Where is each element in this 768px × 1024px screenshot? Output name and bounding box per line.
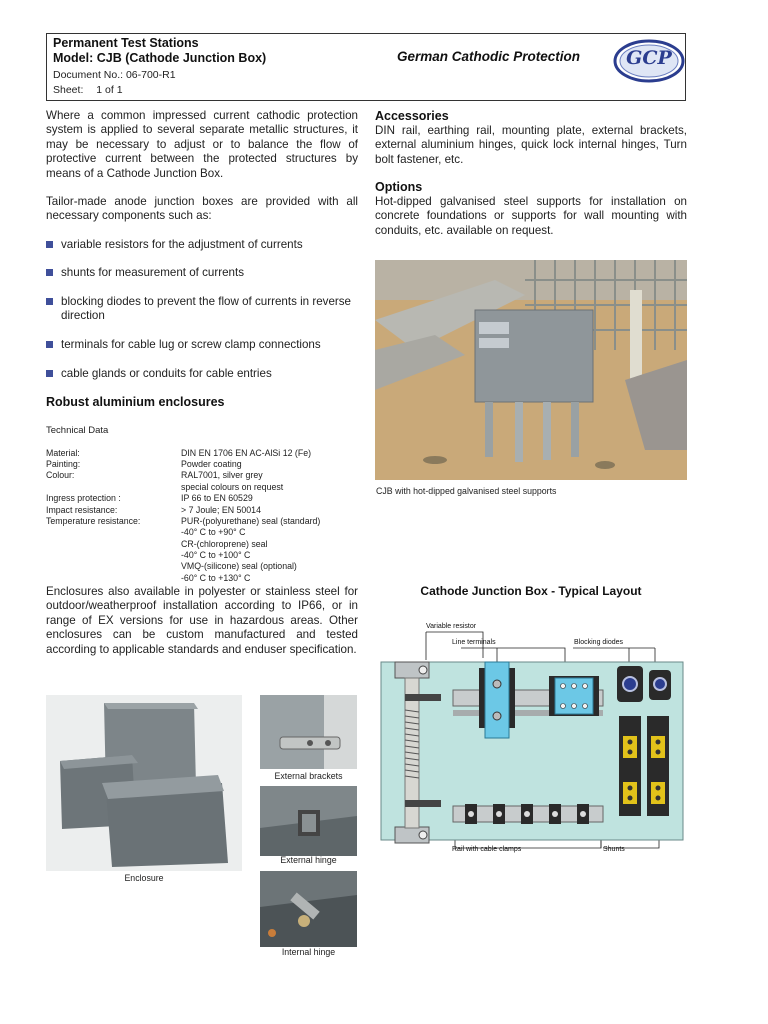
external-brackets-photo (260, 695, 357, 769)
sheet-label: Sheet: (53, 84, 84, 96)
header-title: Permanent Test Stations (53, 36, 199, 50)
bullet-square-icon (46, 298, 53, 305)
enclosure-caption: Enclosure (124, 873, 164, 883)
enclosures-heading: Robust aluminium enclosures (46, 395, 225, 409)
tech-label: Temperature resistance: (46, 516, 141, 526)
junction-box-layout-diagram (375, 620, 687, 850)
external-brackets-caption: External brackets (274, 771, 343, 781)
layout-title: Cathode Junction Box - Typical Layout (420, 584, 642, 598)
internal-hinge-photo (260, 871, 357, 947)
document-header (46, 33, 686, 101)
tech-value: special colours on request (181, 482, 284, 492)
bullet-square-icon (46, 241, 53, 248)
list-item: variable resistors for the adjustment of currents (46, 238, 358, 254)
options-heading: Options (375, 180, 423, 194)
tech-label: Colour: (46, 470, 75, 480)
label-shunts: Shunts (603, 846, 625, 853)
label-rail-clamps: Rail with cable clamps (452, 846, 522, 853)
options-text: Hot-dipped galvanised steel supports for installation on concrete foundations or supports for wall mounting with conduits, etc. available on request. (375, 195, 687, 237)
external-hinge-photo (260, 786, 357, 856)
label-line-terminals: Line terminals (452, 639, 496, 646)
tech-value: CR-(chloroprene) seal (181, 539, 268, 549)
company-name: German Cathodic Protection (397, 49, 581, 64)
cjb-site-photo (375, 260, 687, 480)
tech-value: RAL7001, silver grey (181, 470, 263, 480)
tech-label: Painting: (46, 459, 81, 469)
list-item: shunts for measurement of currents (46, 266, 358, 282)
header-model: Model: CJB (Cathode Junction Box) (53, 51, 267, 65)
tech-value: -40° C to +100° C (181, 550, 251, 560)
label-blocking-diodes: Blocking diodes (574, 639, 624, 646)
sheet-value: 1 of 1 (96, 84, 123, 96)
bullet-square-icon (46, 370, 53, 377)
tech-label: Ingress protection : (46, 493, 121, 503)
bullet-square-icon (46, 341, 53, 348)
internal-hinge-caption: Internal hinge (281, 947, 336, 957)
tech-value: PUR-(polyurethane) seal (standard) (181, 516, 321, 526)
enclosures-paragraph: Enclosures also available in polyester or stainless steel for outdoor/weatherproof installation according to IP66, or in range of EX versions for use in hazardous areas. Other enclosures can be custom manufactured and tested according to applicable standards and enduser specification. (46, 585, 358, 656)
tech-value: -40° C to +90° C (181, 527, 246, 537)
accessories-heading: Accessories (375, 109, 449, 123)
intro-paragraph-2: Tailor-made anode junction boxes are provided with all necessary components such as: (46, 195, 358, 223)
intro-paragraph-1: Where a common impressed current cathodic protection system is applied to several separate metallic structures, it may be necessary to adjust or to balance the flow of protective current between the protected structures by means of a Cathode Junction Box. (46, 109, 358, 180)
header-sheet (53, 84, 123, 96)
logo-text: GCP (626, 47, 672, 69)
tech-label: Material: (46, 448, 80, 458)
list-item: cable glands or conduits for cable entries (46, 367, 358, 383)
tech-value: -60° C to +130° C (181, 573, 251, 583)
list-item: terminals for cable lug or screw clamp connections (46, 338, 358, 354)
enclosure-photo (46, 695, 242, 871)
tech-data-title: Technical Data (46, 425, 109, 436)
tech-value: Powder coating (181, 459, 242, 469)
tech-value: DIN EN 1706 EN AC-AlSi 12 (Fe) (181, 448, 312, 458)
list-item: blocking diodes to prevent the flow of currents in reverse direction (46, 295, 358, 325)
tech-value: IP 66 to EN 60529 (181, 493, 253, 503)
accessories-text: DIN rail, earthing rail, mounting plate, external brackets, external aluminium hinges, quick lock internal hinges, Turn bolt fastener, etc. (375, 124, 687, 166)
photo-caption: CJB with hot-dipped galvanised steel supports (376, 486, 557, 496)
external-hinge-caption: External hinge (280, 855, 337, 865)
tech-value: VMQ-(silicone) seal (optional) (181, 561, 297, 571)
bullet-square-icon (46, 269, 53, 276)
tech-value: > 7 Joule; EN 50014 (181, 505, 261, 515)
tech-label: Impact resistance: (46, 505, 118, 515)
label-variable-resistor: Variable resistor (426, 623, 477, 630)
header-doc-no: Document No.: 06-700-R1 (53, 69, 176, 81)
